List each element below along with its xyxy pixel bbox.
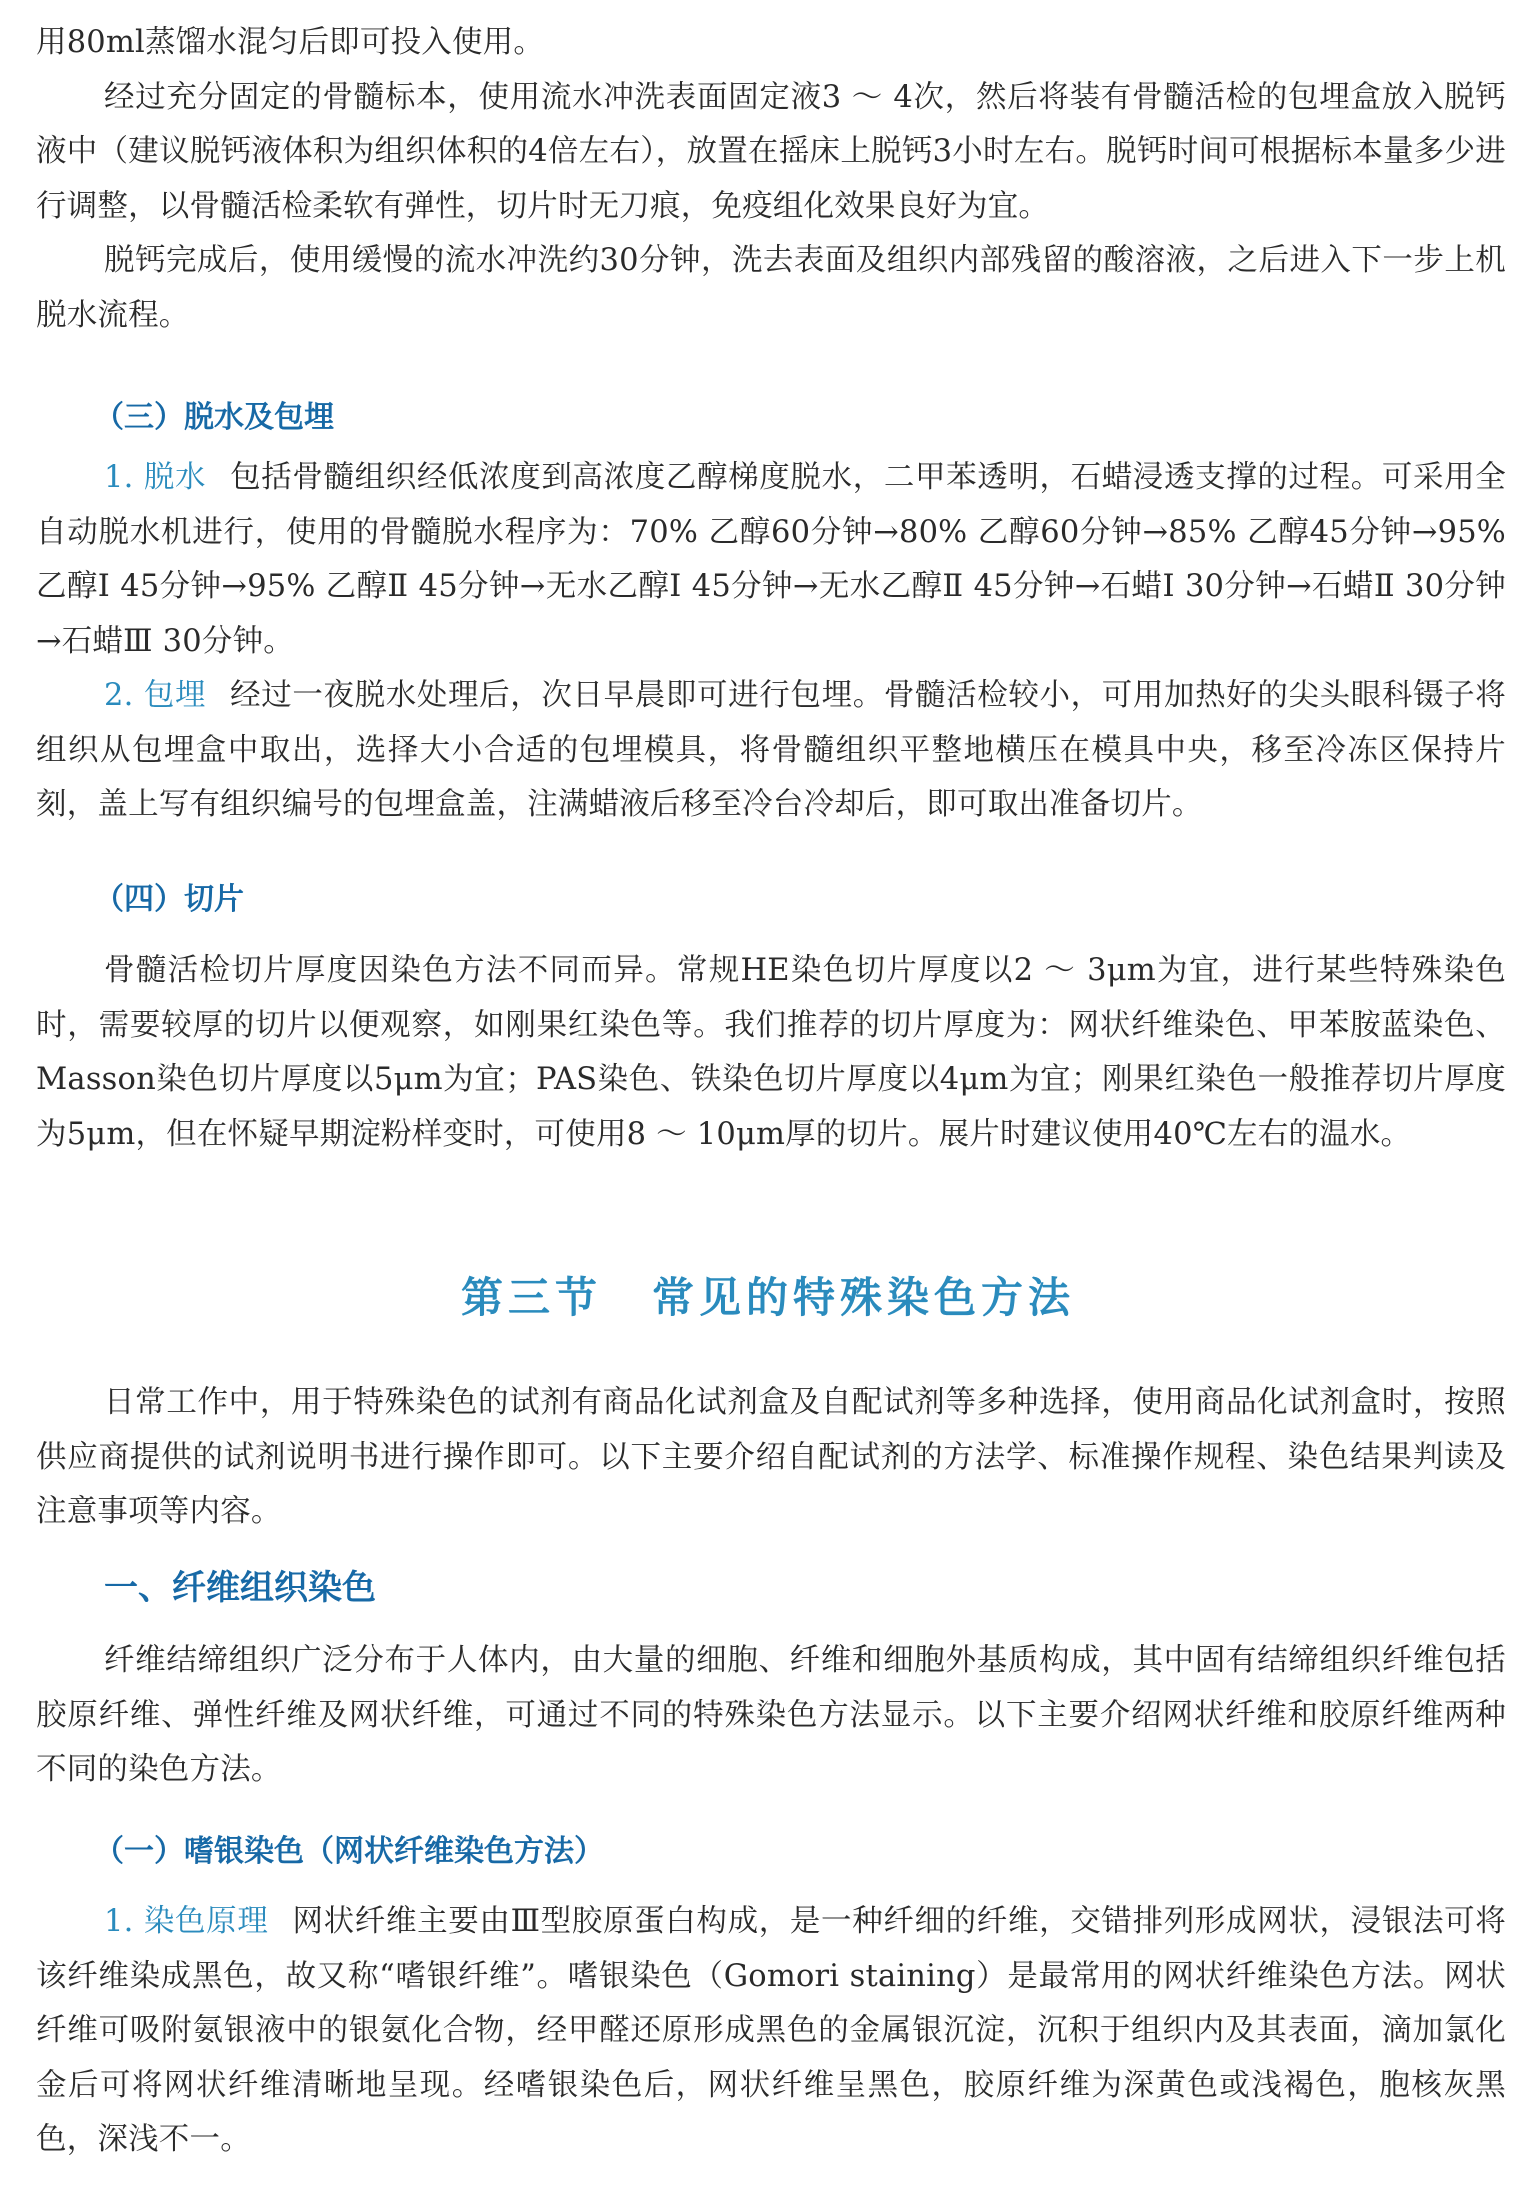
silver-body xyxy=(36,1895,1506,2168)
paragraph-mix-water: 用80ml蒸馏水混匀后即可投入使用。 xyxy=(36,25,545,60)
item-embedding-text: 经过一夜脱水处理后，次日早晨即可进行包埋。骨髓活检较小，可用加热好的尖头眼科镊子将组织从包埋盒中取出，选择大小合适的包埋模具，将骨髓组织平整地横压在模具中央，移至冷冻区保持片刻，盖上写有组织编号的包埋盒盖，注满蜡液后移至冷台冷却后，即可取出准备切片。 xyxy=(36,678,1507,822)
item-principle-lead: 1. 染色原理 xyxy=(104,1904,269,1939)
section-title xyxy=(0,1268,1536,1328)
dehydration-items xyxy=(36,451,1506,833)
item-dehydration-lead: 1. 脱水 xyxy=(104,460,207,495)
paragraph-section-thickness: 骨髓活检切片厚度因染色方法不同而异。常规HE染色切片厚度以2 ～ 3μm为宜，进行某些特殊染色时，需要较厚的切片以便观察，如刚果红染色等。我们推荐的切片厚度为：网状纤维染色、甲苯胺蓝染色、Masson染色切片厚度以5μm为宜；PAS染色、铁染色切片厚度以4μm为宜；刚果红染色一般推荐切片厚度为5μm，但在怀疑早期淀粉样变时，可使用8 ～ 10μm厚的切片。展片时建议使用40℃左右的温水。 xyxy=(36,953,1506,1152)
item-principle-text: 网状纤维主要由Ⅲ型胶原蛋白构成，是一种纤细的纤维，交错排列形成网状，浸银法可将该纤维染成黑色，故又称“嗜银纤维”。嗜银染色（Gomori staining）是最常用的网状纤维染色方法。网状纤维可吸附氨银液中的银氨化合物，经甲醛还原形成黑色的金属银沉淀，沉积于组织内及其表面，滴加氯化金后可将网状纤维清晰地呈现。经嗜银染色后，网状纤维呈黑色，胶原纤维为深黄色或浅褐色，胞核灰黑色，深浅不一。 xyxy=(36,1904,1506,2157)
fixation-paragraphs xyxy=(36,16,1506,343)
item-dehydration xyxy=(36,451,1506,669)
heading-fiber-staining: 一、纤维组织染色 xyxy=(104,1568,376,1608)
paragraph-rinse: 脱钙完成后，使用缓慢的流水冲洗约30分钟，洗去表面及组织内部残留的酸溶液，之后进入下一步上机脱水流程。 xyxy=(36,243,1506,333)
item-dehydration-text: 包括骨髓组织经低浓度到高浓度乙醇梯度脱水，二甲苯透明，石蜡浸透支撑的过程。可采用全自动脱水机进行，使用的骨髓脱水程序为：70% 乙醇60分钟→80% 乙醇60分钟→85% 乙醇45分钟→95% 乙醇Ⅰ 45分钟→95% 乙醇Ⅱ 45分钟→无水乙醇Ⅰ 45分钟→无水乙醇Ⅱ 45分钟→石蜡Ⅰ 30分钟→石蜡Ⅱ 30分钟→石蜡Ⅲ 30分钟。 xyxy=(36,460,1507,659)
item-embedding-lead: 2. 包埋 xyxy=(104,678,207,713)
fiber-section xyxy=(36,1566,1506,1610)
fiber-body xyxy=(36,1634,1506,1798)
paragraph-section-intro: 日常工作中，用于特殊染色的试剂有商品化试剂盒及自配试剂等多种选择，使用商品化试剂盒时，按照供应商提供的试剂说明书进行操作即可。以下主要介绍自配试剂的方法学、标准操作规程、染色结果判读及注意事项等内容。 xyxy=(36,1385,1506,1529)
item-embedding xyxy=(36,669,1506,833)
dehydration-section xyxy=(36,398,1506,438)
subheading-silver-staining: （一）嗜银染色（网状纤维染色方法） xyxy=(94,1834,604,1869)
sectioning-body xyxy=(36,944,1506,1162)
section-title-text: 常见的特殊染色方法 xyxy=(652,1273,1076,1322)
section-number: 第三节 xyxy=(460,1273,602,1322)
silver-section xyxy=(36,1832,1506,1872)
sectioning-section xyxy=(36,880,1506,920)
paragraph-decalcification: 经过充分固定的骨髓标本，使用流水冲洗表面固定液3 ～ 4次，然后将装有骨髓活检的包埋盒放入脱钙液中（建议脱钙液体积为组织体积的4倍左右），放置在摇床上脱钙3小时左右。脱钙时间可根据标本量多少进行调整，以骨髓活检柔软有弹性，切片时无刀痕，免疫组化效果良好为宜。 xyxy=(36,79,1506,224)
paragraph-fiber-intro: 纤维结缔组织广泛分布于人体内，由大量的细胞、纤维和细胞外基质构成，其中固有结缔组织纤维包括胶原纤维、弹性纤维及网状纤维，可通过不同的特殊染色方法显示。以下主要介绍网状纤维和胶原纤维两种不同的染色方法。 xyxy=(36,1643,1506,1787)
subheading-dehydration-embedding: （三）脱水及包埋 xyxy=(94,400,334,435)
section3-intro xyxy=(36,1376,1506,1540)
subheading-sectioning: （四）切片 xyxy=(94,882,244,917)
item-staining-principle xyxy=(36,1895,1506,2168)
